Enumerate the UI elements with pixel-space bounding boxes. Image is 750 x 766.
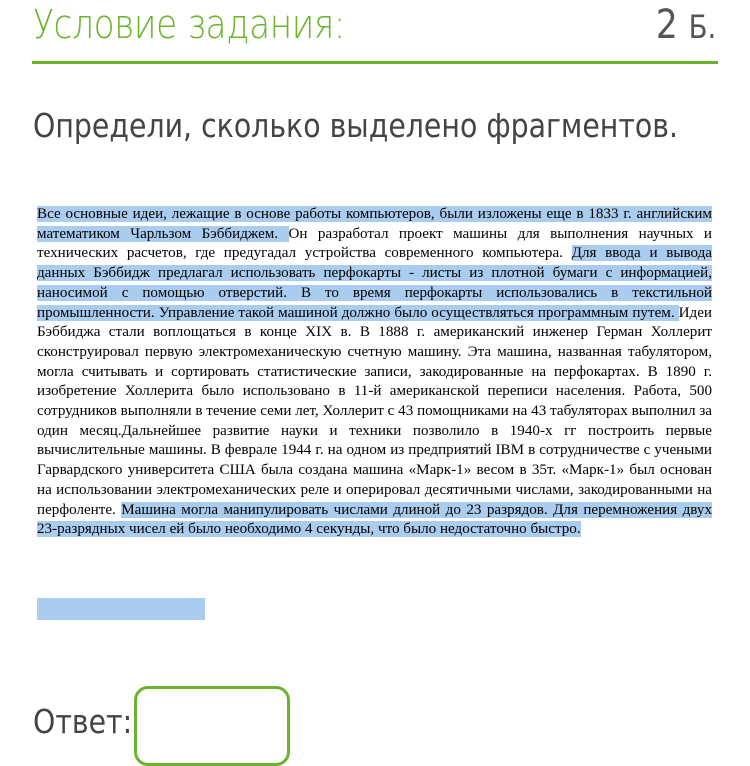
points-indicator xyxy=(656,2,716,48)
question-text: Определи, сколько выделено фрагментов. xyxy=(33,106,678,145)
plain-fragment: Он разработал проект машины для выполнения научных и технических расчетов, где предугадал устройства современного компьютера. xyxy=(37,225,712,262)
highlighted-fragment: Все основные идеи, лежащие в основе работы компьютеров, были изложены еще в 1833 г. английским математиком Чарльзом Бэббиджем. xyxy=(37,206,712,242)
plain-fragment: Идеи Бэббиджа стали воплощаться в конце XIX в. В 1888 г. американский инженер Герман Холлерит сконструировал первую электромеханическую счетную машину. Эта машина, названная табулятором, могла считывать и сортировать статистические записи, закодированные на перфокартах. В 1890 г. изобретение Холлерита было использовано в 11-й американской переписи населения. Работа, 500 сотрудников выполняли в течение семи лет, Холлерит с 43 помощниками на 43 табуляторах выполнил за один месяц.Дальнейшее развитие науки и техники позволило в 1940-х гг построить первые вычислительные машины. В феврале 1944 г. на одном из предприятий IBM в сотрудничестве с учеными Гарвардского университета США была создана машина «Марк-1» весом в 35т. «Марк-1» был основан на использовании электромеханических реле и оперировал десятичными числами, закодированными на перфоленте. xyxy=(37,304,712,518)
title-divider xyxy=(32,61,718,64)
selection-tail xyxy=(37,598,205,620)
answer-input[interactable] xyxy=(134,686,290,766)
task-title: Условие задания: xyxy=(33,2,346,48)
points-value: 2 xyxy=(655,2,678,48)
text-fragment-box xyxy=(37,205,712,540)
highlighted-fragment: Для ввода и вывода данных Бэббидж предлагал использовать перфокарты - листы из плотной бумаги с информацией, наносимой с помощью отверстий. В то время перфокарты использовались в текстильной промышленности. Управление такой машиной должно было осуществляться программным путем. xyxy=(37,245,713,321)
points-unit: Б. xyxy=(688,8,716,46)
answer-label: Ответ: xyxy=(33,702,133,741)
highlighted-fragment: Машина могла манипулировать числами длиной до 23 разрядов. Для перемножения двух 23-разрядных чисел ей было необходимо 4 секунды, что было недостаточно быстро. xyxy=(37,501,712,538)
